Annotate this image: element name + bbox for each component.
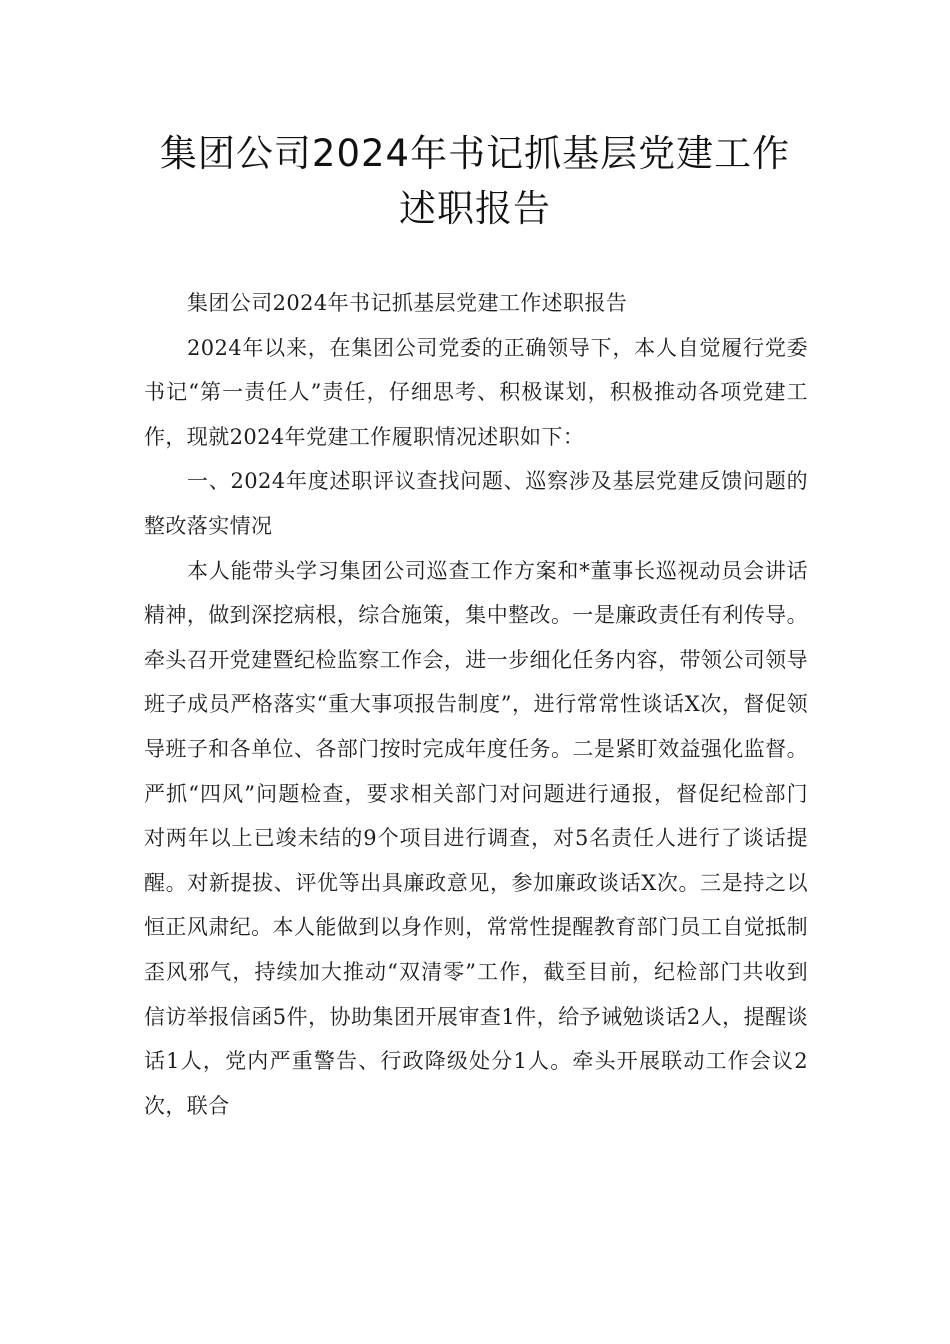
paragraph-intro: 2024年以来，在集团公司党委的正确领导下，本人自觉履行党委书记“第一责任人”责任，仔细思考、积极谋划，积极推动各项党建工作，现就2024年党建工作履职情况述职如下： [144, 335, 808, 449]
paragraph-section-body: 本人能带头学习集团公司巡查工作方案和*董事长巡视动员会讲话精神，做到深挖病根，综合施策，集中整改。一是廉政责任有利传导。牵头召开党建暨纪检监察工作会，进一步细化任务内容，带领公司领导班子成员严格落实“重大事项报告制度”，进行常常性谈话X次，督促领导班子和各单位、各部门按时完成年度任务。二是紧盯效益强化监督。严抓“四风”问题检查，要求相关部门对问题进行通报，督促纪检部门对两年以上已竣未结的9个项目进行调查，对5名责任人进行了谈话提醒。对新提拔、评优等出具廉政意见，参加廉政谈话X次。三是持之以恒正风肃纪。本人能做到以身作则，常常性提醒教育部门员工自觉抵制歪风邪气，持续加大推动“双清零”工作，截至目前，纪检部门共收到信访举报信函5件，协助集团开展审查1件，给予诫勉谈话2人，提醒谈话1人，党内严重警告、行政降级处分1人。牵头开展联动工作会议2次，联合 [144, 558, 808, 1118]
paragraph-subtitle: 集团公司2024年书记抓基层党建工作述职报告 [187, 291, 628, 315]
document-title [120, 126, 830, 236]
title-line-2: 述职报告 [399, 187, 551, 230]
title-line-1: 集团公司2024年书记抓基层党建工作 [159, 132, 791, 175]
paragraph-section-heading: 一、2024年度述职评议查找问题、巡察涉及基层党建反馈问题的整改落实情况 [144, 469, 808, 538]
document-body [144, 281, 808, 1128]
